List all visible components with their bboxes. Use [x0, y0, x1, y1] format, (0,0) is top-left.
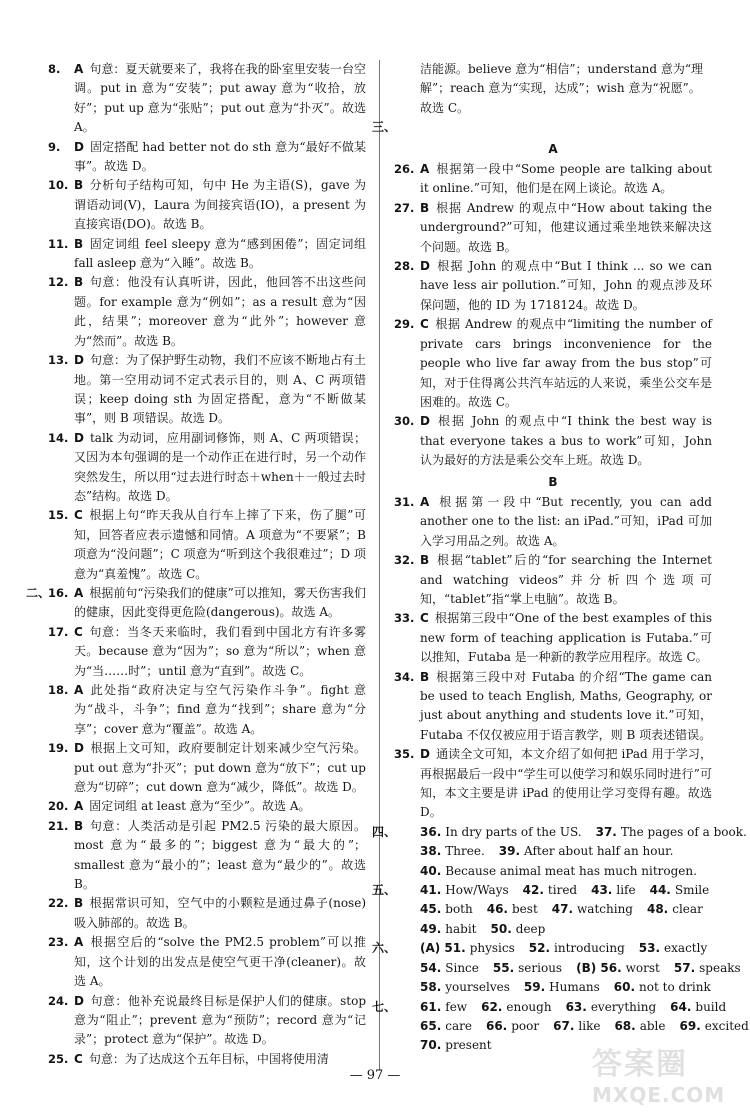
- question-number: 14.: [48, 430, 69, 445]
- answer-letter: B: [74, 896, 84, 911]
- answer-item: [48, 739, 366, 797]
- question-number: 42.: [522, 883, 544, 898]
- explanation-text: 根据空后的“solve the PM2.5 problem”可以推知，这个计划的出发点是使空气更干净(cleaner)。故选 A。: [74, 935, 366, 989]
- answer-letter: C: [74, 508, 83, 523]
- answer-word: care: [445, 1018, 472, 1033]
- question-number: 28.: [394, 259, 415, 274]
- explanation-text: 根据第三段中对 Futaba 的介绍“The game can be used to teach English, Maths, Geography, or just about anything and students love it.”可知，Futaba 不仅仅被应用于语言教学，则 B 项表述错误。: [420, 669, 712, 742]
- answer-word: In dry parts of the US.: [445, 824, 582, 839]
- explanation-text: 根据常识可知，空气中的小颗粒是通过鼻子(nose)吸入肺部的。故选 B。: [74, 896, 366, 930]
- answer-line: [394, 900, 712, 919]
- page-number: — 97 —: [349, 1068, 401, 1083]
- watermark-site-text: MXQE.COM: [592, 1083, 726, 1107]
- answer-item: [48, 273, 366, 351]
- explanation-text: 固定词组 feel sleepy 意为“感到困倦”；固定词组 fall asleep 意为“入睡”。故选 B。: [74, 236, 366, 271]
- answer-letter: B: [420, 553, 430, 568]
- question-number: 21.: [48, 818, 69, 833]
- answer-item: [394, 315, 712, 412]
- answer-letter: A: [74, 62, 84, 76]
- answer-letter: D: [420, 259, 430, 274]
- question-number: 19.: [48, 741, 69, 756]
- answer-item: [394, 745, 712, 823]
- answer-word: deep: [515, 921, 546, 936]
- answer-word: physics: [469, 941, 515, 956]
- explanation-text: 句意：人类活动是引起 PM2.5 污染的最大原因。most 意为“最多的”；biggest 意为“最大的”；smallest 意为“最小的”；least 意为“最少的”。故选 B。: [74, 818, 366, 892]
- explanation-text: 句意：为了保护野生动物，我们不应该不断地占有土地。第一空用动词不定式表示目的，则 A、C 两项错误；keep doing sth 为固定搭配，意为“不断做某事”，则 B 项错误。故选 D。: [74, 353, 366, 426]
- answer-item: [48, 351, 366, 429]
- question-number: 53.: [638, 941, 661, 956]
- section-five: [372, 881, 712, 939]
- answer-letter: A: [74, 683, 84, 697]
- answer-item: [394, 668, 712, 746]
- section-label: 六、: [372, 941, 397, 956]
- section-six: [372, 939, 741, 997]
- question-number: (B) 56.: [576, 960, 622, 975]
- question-number: 15.: [48, 508, 69, 523]
- answer-item: [394, 551, 712, 609]
- section-label: 二、: [26, 585, 51, 600]
- question-number: 54.: [420, 960, 442, 975]
- answer-word: able: [639, 1018, 666, 1033]
- answer-letter: B: [420, 669, 430, 684]
- answer-word: exactly: [664, 941, 708, 956]
- answer-letter: A: [74, 935, 84, 950]
- answer-letter: B: [74, 178, 84, 193]
- explanation-text: 根据前句“污染我们的健康”可以推知，雾天伤害我们的健康，因此变得更危险(dangerous)。故选 A。: [74, 585, 366, 620]
- answer-letter: A: [74, 585, 84, 600]
- answer-letter: D: [74, 741, 84, 756]
- answer-word: serious: [518, 960, 563, 975]
- question-number: 52.: [528, 941, 551, 956]
- question-number: 9.: [48, 139, 61, 154]
- answer-line: [394, 842, 712, 861]
- question-number: 40.: [420, 863, 442, 878]
- answer-item: [48, 894, 366, 933]
- answer-letter: B: [74, 818, 84, 833]
- explanation-text: 根据第一段中“But recently, you can add another one to the list: an iPad.”可知，iPad 可加入学习用品之列。故选 A。: [420, 494, 712, 548]
- explanation-text: 句意：夏天就要来了，我将在我的卧室里安装一台空调。put in 意为“安装”；put away 意为“收拾，放好”；put up 意为“张贴”；put out 意为“扑灭”。故选 A。: [74, 62, 366, 135]
- explanation-text: 根据上句“昨天我从自行车上摔了下来，伤了腿”可知，回答者应表示遗憾和同情。A 项意为“不要紧”；B 项意为“没问题”；C 项意为“听到这个我很难过”；D 项意为“真羞愧”。故选 C。: [74, 508, 366, 581]
- question-number: 29.: [394, 317, 415, 332]
- answer-line: [372, 939, 712, 958]
- section-label: 四、: [372, 824, 397, 839]
- question-number: 70.: [420, 1038, 442, 1053]
- answer-item: [48, 681, 366, 739]
- answer-line: [372, 881, 712, 900]
- question-number: 60.: [613, 980, 636, 995]
- explanation-text: 根据“tablet”后的“for searching the Internet and watching videos”并分析四个选项可知，“tablet”指“掌上电脑”。故选 B。: [420, 553, 712, 606]
- question-number: 49.: [420, 921, 442, 936]
- question-number: 41.: [420, 883, 442, 898]
- answer-word: clear: [672, 902, 703, 917]
- answer-word: like: [578, 1018, 601, 1033]
- answer-word: Humans: [549, 980, 600, 995]
- answer-word: everything: [590, 999, 657, 1014]
- answer-word: yourselves: [445, 980, 510, 995]
- answer-word: best: [512, 902, 538, 917]
- answer-word: present: [445, 1038, 492, 1053]
- question-number: 8.: [48, 62, 61, 76]
- explanation-text: 根据 John 的观点中“But I think ... so we can have less air pollution.”可知，John 的观点涉及环保问题，他的 ID 为 1718124。故选 D。: [420, 259, 712, 312]
- answer-word: After about half an hour.: [524, 844, 674, 859]
- answer-item: [394, 160, 712, 199]
- question-number: 50.: [490, 921, 512, 936]
- question-number: 30.: [394, 414, 415, 429]
- question-number: 69.: [679, 1018, 701, 1033]
- question-number: 17.: [48, 624, 69, 639]
- answer-item: [394, 609, 712, 667]
- answer-line: [394, 920, 712, 939]
- answer-word: Smile: [674, 883, 710, 898]
- answer-letter: B: [420, 200, 430, 215]
- answer-word: introducing: [554, 941, 625, 956]
- answer-letter: C: [420, 317, 429, 332]
- column-divider: [379, 60, 380, 1070]
- question-number: 59.: [523, 980, 546, 995]
- question-number: 43.: [591, 883, 613, 898]
- answer-word: speaks: [699, 960, 741, 975]
- answer-word: The pages of a book.: [620, 824, 747, 839]
- answer-item: [394, 412, 712, 470]
- question-number: 26.: [394, 162, 415, 177]
- question-number: 39.: [498, 844, 521, 859]
- explanation-text: 句意：为了达成这个五年目标，中国将使用清: [88, 1051, 329, 1066]
- explanation-text: 句意：他补充说最终目标是保护人们的健康。stop 意为“阻止”；prevent 意为“预防”；record 意为“记录”；protect 意为“保护”。故选 D。: [74, 993, 366, 1047]
- answer-word: life: [616, 883, 636, 898]
- explanation-text: talk 为动词，应用副词修饰，则 A、C 两项错误；又因为本句强调的是一个动作正在进行时，另一个动作突然发生，所以用“过去进行时态＋when＋一般过去时态”结构。故选 D。: [74, 430, 366, 503]
- question-number: 66.: [485, 1018, 508, 1033]
- explanation-text: 根据上文可知，政府要制定计划来减少空气污染。put out 意为“扑灭”；put down 意为“放下”；cut up 意为“切碎”；cut down 意为“减少，降低”。故选 D。: [74, 741, 366, 795]
- question-number: 22.: [48, 896, 69, 911]
- answer-item: [48, 176, 366, 234]
- passage-b-answers: [394, 493, 712, 823]
- answer-item: [48, 60, 366, 138]
- answer-item: [48, 429, 366, 507]
- question-number: 61.: [420, 999, 442, 1014]
- answer-letter: D: [420, 747, 430, 762]
- answer-letter: D: [74, 993, 84, 1008]
- answer-letter: D: [74, 430, 84, 445]
- answer-item: [48, 506, 366, 584]
- answer-letter: A: [74, 799, 84, 814]
- question-number: 46.: [486, 902, 508, 917]
- question-number: 38.: [420, 844, 442, 859]
- continued-answer-25: 洁能源。believe 意为“相信”；understand 意为“理解”；reach 意为“实现，达成”；wish 意为“祝愿”。故选 C。: [420, 62, 703, 115]
- answer-word: excited: [704, 1018, 749, 1033]
- question-number: 63.: [565, 999, 587, 1014]
- question-number: 58.: [420, 980, 442, 995]
- answer-line: [394, 862, 712, 881]
- answer-letter: C: [420, 611, 429, 626]
- answer-letter: C: [74, 624, 83, 639]
- answer-word: build: [695, 999, 727, 1014]
- question-number: 32.: [394, 553, 415, 568]
- question-number: 24.: [48, 993, 69, 1008]
- question-number: 55.: [492, 960, 515, 975]
- answer-word: not to drink: [639, 980, 711, 995]
- explanation-text: 固定搭配 had better not do sth 意为“最好不做某事”。故选 D。: [74, 139, 366, 174]
- answer-letter: C: [74, 1051, 83, 1066]
- answer-letter: B: [74, 236, 84, 251]
- answer-word: worst: [625, 960, 660, 975]
- answer-item: [394, 257, 712, 315]
- question-number: 31.: [394, 494, 415, 509]
- answer-letter: B: [74, 275, 84, 290]
- question-number: 27.: [394, 200, 415, 215]
- watermark-logo: [592, 1039, 742, 1107]
- explanation-text: 句意：他没有认真听讲，因此，他回答不出这些问题。for example 意为“例如”；as a result 意为“因此，结果”；moreover 意为“此外”；however 意为“然而”。故选 B。: [74, 275, 366, 348]
- answer-letter: D: [420, 414, 430, 429]
- explanation-text: 根据 Andrew 的观点中“How about taking the underground?”可知，他建议通过乘坐地铁来解决这个问题。故选 B。: [420, 200, 712, 254]
- answer-item: [48, 992, 366, 1050]
- question-number: 18.: [48, 683, 69, 697]
- answer-item: [48, 138, 366, 177]
- answer-line: [372, 998, 727, 1017]
- question-number: 36.: [420, 824, 442, 839]
- explanation-text: 句意：当冬天来临时，我们看到中国北方有许多雾天。because 意为“因为”；so 意为“所以”；when 意为“当……时”；until 意为“直到”。故选 C。: [74, 624, 366, 678]
- question-number: 13.: [48, 353, 69, 368]
- answer-line: [394, 1017, 749, 1036]
- explanation-text: 根据第一段中“Some people are talking about it online.”可知，他们是在网上谈论。故选 A。: [420, 162, 712, 196]
- explanation-text: 根据 Andrew 的观点中“limiting the number of private cars brings inconvenience for the people who live far away from the bus stop”可知，对于住得离公共汽车站远的人来说，乘坐公交车是困难的。故选 C。: [420, 317, 712, 409]
- answer-item: [394, 493, 712, 551]
- section-three: [372, 118, 712, 823]
- question-number: 67.: [553, 1018, 575, 1033]
- answer-word: both: [445, 902, 473, 917]
- passage-b-header: B: [548, 474, 558, 489]
- question-number: 45.: [420, 902, 442, 917]
- section-label: 五、: [372, 883, 397, 898]
- answer-item: [394, 199, 712, 257]
- right-column: [372, 60, 749, 1056]
- explanation-text: 此处指“政府决定与空气污染作斗争”。fight 意为“战斗，斗争”；find 意为“找到”；share 意为“分享”；cover 意为“覆盖”。故选 A。: [74, 683, 366, 736]
- question-number: 68.: [614, 1018, 636, 1033]
- answer-letter: A: [420, 494, 430, 509]
- answer-item: [48, 235, 366, 274]
- answer-item: [48, 933, 366, 991]
- answer-word: Since: [445, 960, 479, 975]
- question-number: (A) 51.: [420, 941, 466, 956]
- watermark-big-text: 答案圈: [592, 1047, 688, 1082]
- answer-word: few: [445, 999, 468, 1014]
- explanation-text: 通读全文可知，本文介绍了如何把 iPad 用于学习，再根据最后一段中“学生可以使学习和娱乐同时进行”可知，本文主要是讲 iPad 的使用让学习变得有趣。故选 D。: [420, 747, 712, 820]
- answer-word: enough: [506, 999, 552, 1014]
- explanation-text: 根据第三段中“One of the best examples of this new form of teaching application is Futaba.”可以推知，Futaba 是一种新的教学应用程序。故选 C。: [420, 611, 712, 665]
- answer-word: watching: [577, 902, 633, 917]
- answer-word: Three.: [445, 844, 485, 859]
- section-three-label: 三、: [372, 120, 397, 135]
- passage-a-answers: [394, 160, 712, 471]
- answer-letter: D: [74, 139, 84, 154]
- question-number: 64.: [670, 999, 692, 1014]
- answer-word: habit: [445, 921, 477, 936]
- answer-line: [394, 978, 712, 997]
- question-number: 34.: [394, 669, 415, 684]
- question-number: 57.: [673, 960, 696, 975]
- answer-word: tired: [547, 883, 578, 898]
- question-number: 33.: [394, 611, 415, 626]
- section-label: 七、: [372, 999, 397, 1014]
- answer-word: How/Ways: [445, 883, 509, 898]
- answer-word: Because animal meat has much nitrogen.: [445, 863, 697, 878]
- question-number: 62.: [481, 999, 503, 1014]
- left-column: [26, 60, 366, 1069]
- answer-letter: A: [420, 162, 430, 177]
- question-number: 23.: [48, 935, 69, 950]
- question-number: 48.: [646, 902, 669, 917]
- question-number: 65.: [420, 1018, 442, 1033]
- question-number: 10.: [48, 178, 69, 193]
- explanation-text: 根据 John 的观点中“I think the best way is that everyone takes a bus to work”可知，John 认为最好的方法是乘公交车上班。故选 D。: [420, 414, 712, 468]
- answer-word: poor: [511, 1018, 540, 1033]
- question-number: 20.: [48, 799, 69, 814]
- answer-item: [48, 817, 366, 895]
- section-four: [372, 823, 747, 881]
- answer-line: [372, 823, 747, 842]
- passage-a-header: A: [548, 141, 558, 156]
- question-number: 12.: [48, 275, 69, 290]
- answer-item: [48, 1050, 366, 1069]
- question-number: 25.: [48, 1051, 69, 1066]
- question-number: 35.: [394, 747, 415, 762]
- explanation-text: 固定词组 at least 意为“至少”。故选 A。: [89, 799, 311, 814]
- question-number: 11.: [48, 236, 69, 251]
- answer-line: [394, 959, 741, 978]
- answer-item: [26, 584, 366, 623]
- explanation-text: 分析句子结构可知，句中 He 为主语(S)，gave 为谓语动词(V)，Laura 为间接宾语(IO)，a present 为直接宾语(DO)。故选 B。: [74, 178, 366, 232]
- answer-item: [48, 623, 366, 681]
- question-number: 37.: [595, 824, 617, 839]
- question-number: 47.: [551, 902, 574, 917]
- answer-letter: D: [74, 353, 84, 368]
- question-number: 44.: [649, 883, 671, 898]
- question-number: 16.: [48, 585, 69, 600]
- answer-item: [48, 797, 366, 816]
